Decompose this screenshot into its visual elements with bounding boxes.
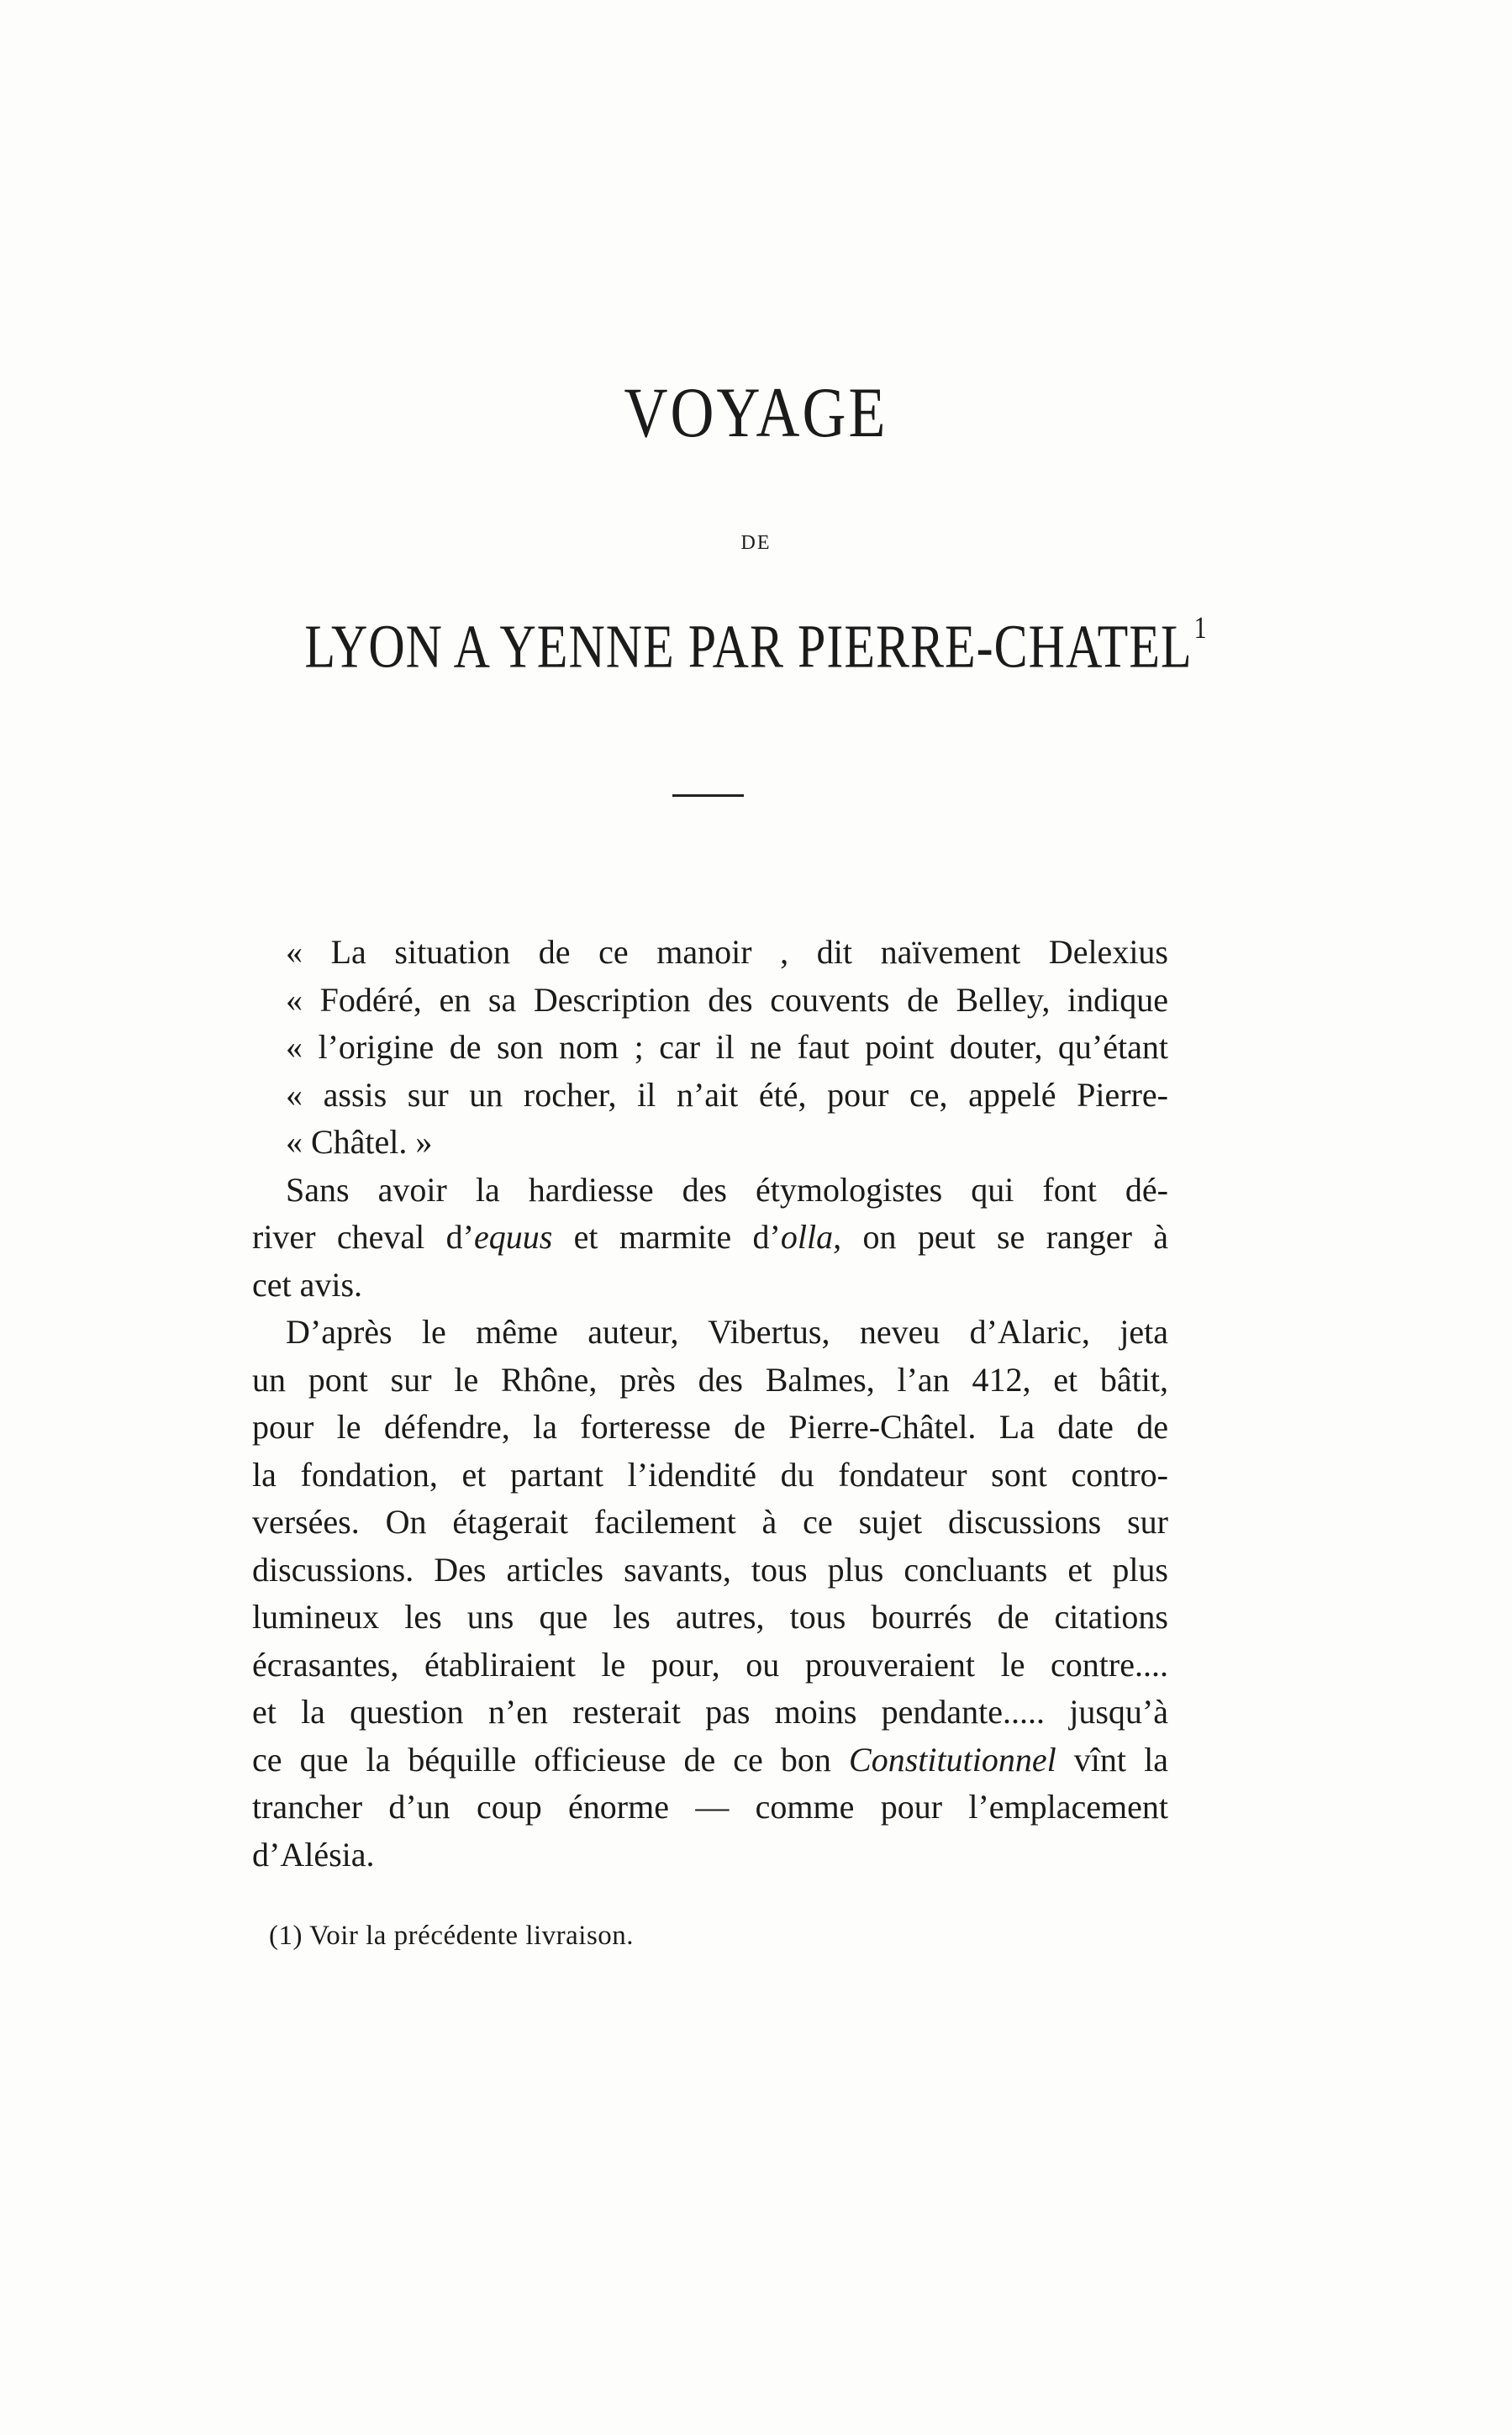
text-line: versées. On étagerait facilement à ce sujet discussions sur xyxy=(252,1503,1168,1541)
text-line: un pont sur le Rhône, près des Balmes, l’an 412, et bâtit, xyxy=(252,1360,1168,1399)
text-line: trancher d’un coup énorme — comme pour l’emplacement xyxy=(252,1788,1168,1826)
text-line: cet avis. xyxy=(252,1265,363,1304)
text-line: discussions. Des articles savants, tous plus concluants et plus xyxy=(252,1550,1168,1589)
text-line: Sans avoir la hardiesse des étymologistes qui font dé- xyxy=(286,1170,1168,1209)
text-line: « l’origine de son nom ; car il ne faut point douter, qu’étant xyxy=(286,1028,1168,1066)
text-line xyxy=(252,1737,1168,1784)
title-divider xyxy=(672,794,744,797)
text-line: « Châtel. » xyxy=(286,1123,433,1161)
text-line: « La situation de ce manoir , dit naïvement Delexius xyxy=(286,933,1168,971)
text-line: et la question n’en resterait pas moins pendante..... jusqu’à xyxy=(252,1693,1168,1731)
text-line: lumineux les uns que les autres, tous bourrés de citations xyxy=(252,1598,1168,1636)
text-run: on peut se ranger à xyxy=(841,1218,1168,1256)
text-run: ce que la béquille officieuse de ce bon xyxy=(252,1740,850,1779)
text-line: d’Alésia. xyxy=(252,1835,375,1874)
text-line: « assis sur un rocher, il n’ait été, pour ce, appelé Pierre- xyxy=(286,1075,1168,1114)
text-run: vînt la xyxy=(1056,1740,1168,1779)
text-run: et marmite d’ xyxy=(552,1218,781,1256)
subtitle-text: LYON A YENNE PAR PIERRE-CHATEL xyxy=(304,612,1193,681)
italic-term: olla, xyxy=(780,1218,842,1256)
text-line: écrasantes, établiraient le pour, ou prouveraient le contre.... xyxy=(252,1645,1168,1684)
italic-term: Constitutionnel xyxy=(849,1740,1056,1779)
text-line: D’après le même auteur, Vibertus, neveu d’Alaric, jeta xyxy=(286,1313,1168,1351)
italic-term: equus xyxy=(473,1218,553,1256)
footnote: (1) Voir la précédente livraison. xyxy=(269,1921,635,1951)
text-run: river cheval d’ xyxy=(252,1218,474,1256)
footnote-reference: 1 xyxy=(1193,611,1208,646)
body-text xyxy=(252,929,1168,1879)
text-line: la fondation, et partant l’idendité du fondateur sont contro- xyxy=(252,1455,1168,1494)
page-subtitle xyxy=(0,611,1512,682)
text-line: pour le défendre, la forteresse de Pierre-Châtel. La date de xyxy=(252,1408,1168,1446)
text-line: « Fodéré, en sa Description des couvents de Belley, indique xyxy=(286,980,1168,1019)
text-line xyxy=(252,1214,1168,1262)
page-title: VOYAGE xyxy=(624,372,888,453)
title-connector: DE xyxy=(740,532,772,554)
